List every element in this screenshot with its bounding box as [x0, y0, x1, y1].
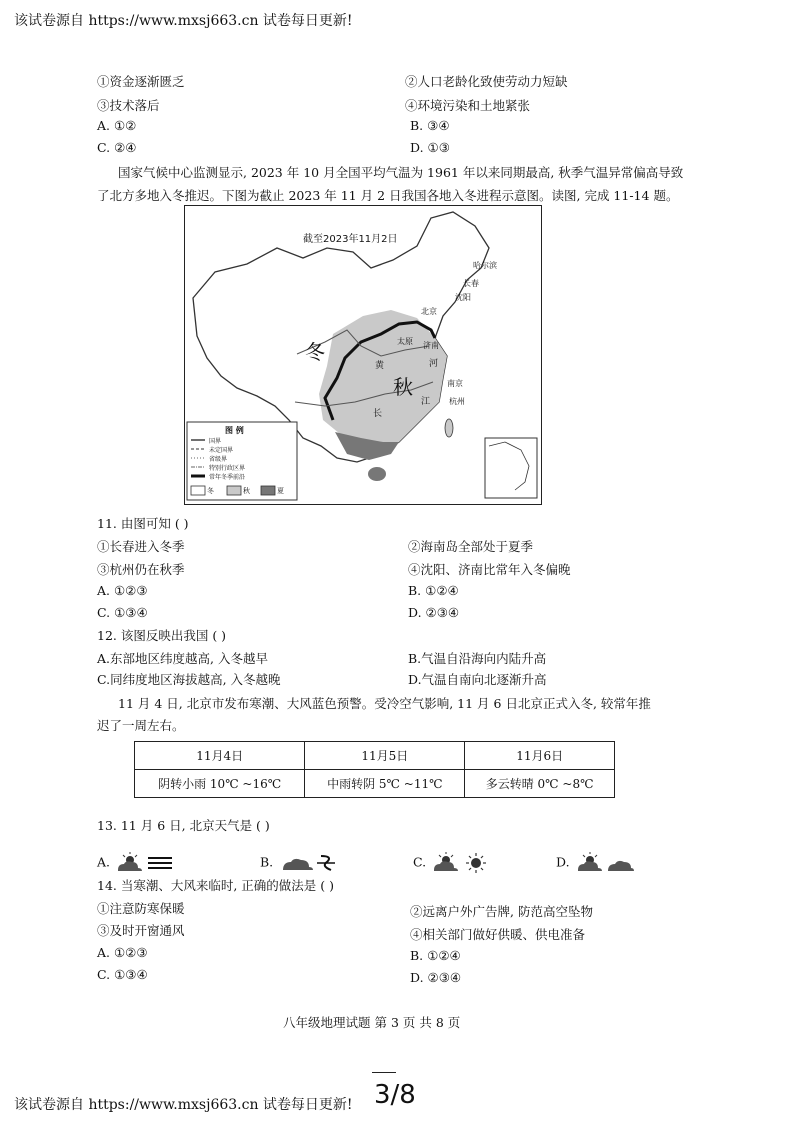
q13-option-a-label: A. — [97, 854, 111, 870]
map-river-jiang: 江 — [421, 397, 431, 407]
map-city-hangzhou: 杭州 — [449, 397, 465, 406]
q14-option-b: B. ①②④ — [410, 948, 461, 963]
map-city-jinan: 济南 — [423, 341, 439, 350]
map-city-taiyuan: 太原 — [397, 337, 413, 346]
page-indicator: 3/8 — [374, 1080, 416, 1110]
cloud-wind-icon — [277, 852, 339, 874]
table-header-row — [135, 742, 615, 770]
map-city-shenyang: 沈阳 — [455, 293, 471, 302]
q11-option-c: C. ①③④ — [97, 605, 148, 620]
q12-option-a: A.东部地区纬度越高, 入冬越早 — [97, 651, 268, 666]
table-cell: 多云转晴 0℃ ~8℃ — [465, 770, 615, 798]
q13-option-d-label: D. — [556, 854, 570, 870]
passage-line-1: 11 月 4 日, 北京市发布寒潮、大风蓝色预警。受冷空气影响, 11 月 6 日北京正式入冬, 较常年推 — [118, 696, 651, 711]
watermark-bottom: 该试卷源自 https://www.mxsj663.cn 试卷每日更新! — [14, 1097, 353, 1113]
map-title: 截至2023年11月2日 — [303, 234, 398, 245]
q13-option-a — [97, 852, 176, 874]
map-river-he: 河 — [429, 359, 439, 369]
q10-statement-4: ④环境污染和土地紧张 — [405, 98, 531, 113]
taiwan-island — [445, 419, 453, 437]
q11-statement-3: ③杭州仍在秋季 — [97, 562, 185, 577]
q13-option-b — [260, 852, 339, 874]
table-header-cell: 11月4日 — [135, 742, 305, 770]
cloudy-sun-fog-icon — [114, 852, 176, 874]
q11-option-a: A. ①②③ — [97, 583, 148, 598]
table-row — [135, 770, 615, 798]
q12-option-c: C.同纬度地区海拔越高, 入冬越晚 — [97, 672, 281, 687]
legend-swatch-autumn — [227, 486, 241, 495]
q13-option-c — [413, 852, 492, 874]
legend-item-2: 未定国界 — [209, 447, 234, 454]
q14-statement-4: ④相关部门做好供暖、供电准备 — [410, 927, 586, 942]
map-city-changchun: 长春 — [463, 279, 479, 288]
intro-line-2: 了北方多地入冬推迟。下图为截止 2023 年 11 月 2 日我国各地入冬进程示意图。读图, 完成 11-14 题。 — [97, 188, 679, 203]
q11-stem: 11. 由图可知 ( ) — [97, 516, 189, 531]
map-river-chang: 长 — [373, 409, 383, 419]
q11-option-b: B. ①②④ — [408, 583, 459, 598]
q14-statement-2: ②远离户外广告牌, 防范高空坠物 — [410, 904, 593, 919]
q10-option-d: D. ①③ — [410, 140, 450, 155]
cloudy-to-overcast-icon — [574, 852, 636, 874]
south-sea-inset — [485, 438, 537, 498]
legend-label-summer: 夏 — [277, 487, 284, 495]
legend-item-1: 国界 — [209, 438, 222, 445]
q11-statement-2: ②海南岛全部处于夏季 — [408, 539, 534, 554]
legend-item-4: 特别行政区界 — [209, 465, 246, 472]
q14-option-c: C. ①③④ — [97, 967, 148, 982]
q14-option-d: D. ②③④ — [410, 970, 462, 985]
q10-statement-3: ③技术落后 — [97, 98, 160, 113]
q10-statement-2: ②人口老龄化致使劳动力短缺 — [405, 74, 568, 89]
table-header-cell: 11月6日 — [465, 742, 615, 770]
page-footer: 八年级地理试题 第 3 页 共 8 页 — [283, 1015, 461, 1030]
map-city-beijing: 北京 — [421, 307, 437, 316]
q13-option-b-label: B. — [260, 854, 274, 870]
q11-option-d: D. ②③④ — [408, 605, 460, 620]
q11-statement-4: ④沈阳、济南比常年入冬偏晚 — [408, 562, 571, 577]
q13-option-d — [556, 852, 636, 874]
map-city-harbin: 哈尔滨 — [473, 261, 497, 270]
page-indicator-divider — [372, 1072, 396, 1073]
intro-line-1: 国家气候中心监测显示, 2023 年 10 月全国平均气温为 1961 年以来同期最高, 秋季气温异常偏高导致 — [118, 165, 684, 180]
china-winter-progress-map — [184, 205, 542, 505]
watermark-top: 该试卷源自 https://www.mxsj663.cn 试卷每日更新! — [14, 13, 353, 29]
table-cell: 阴转小雨 10℃ ~16℃ — [135, 770, 305, 798]
q10-option-c: C. ②④ — [97, 140, 137, 155]
q14-option-a: A. ①②③ — [97, 945, 148, 960]
table-cell: 中雨转阴 5℃ ~11℃ — [305, 770, 465, 798]
q13-stem: 13. 11 月 6 日, 北京天气是 ( ) — [97, 818, 270, 833]
map-label-winter: 冬 — [305, 340, 325, 364]
map-city-nanjing: 南京 — [447, 379, 463, 388]
weather-forecast-table — [134, 741, 615, 798]
q12-option-d: D.气温自南向北逐渐升高 — [408, 672, 547, 687]
map-label-autumn: 秋 — [393, 375, 413, 399]
q10-option-b: B. ③④ — [410, 118, 450, 133]
q10-statement-1: ①资金逐渐匮乏 — [97, 74, 185, 89]
map-drawing — [185, 206, 541, 504]
map-river-huang: 黄 — [375, 361, 385, 371]
legend-swatch-winter — [191, 486, 205, 495]
legend-label-autumn: 秋 — [243, 487, 250, 495]
q11-statement-1: ①长春进入冬季 — [97, 539, 185, 554]
passage-line-2: 迟了一周左右。 — [97, 718, 185, 733]
q12-option-b: B.气温自沿海向内陆升高 — [408, 651, 547, 666]
legend-label-winter: 冬 — [207, 487, 214, 495]
table-header-cell: 11月5日 — [305, 742, 465, 770]
legend-item-5: 常年冬季前沿 — [209, 474, 246, 481]
hainan-island — [368, 467, 386, 481]
q14-stem: 14. 当寒潮、大风来临时, 正确的做法是 ( ) — [97, 878, 335, 893]
q14-statement-3: ③及时开窗通风 — [97, 923, 185, 938]
q14-statement-1: ①注意防寒保暖 — [97, 901, 185, 916]
legend-item-3: 省级界 — [209, 456, 228, 463]
q12-stem: 12. 该图反映出我国 ( ) — [97, 628, 227, 643]
q13-option-c-label: C. — [413, 854, 427, 870]
q10-option-a: A. ①② — [97, 118, 137, 133]
legend-title: 图 例 — [225, 425, 244, 435]
cloudy-to-sunny-icon — [430, 852, 492, 874]
legend-swatch-summer — [261, 486, 275, 495]
